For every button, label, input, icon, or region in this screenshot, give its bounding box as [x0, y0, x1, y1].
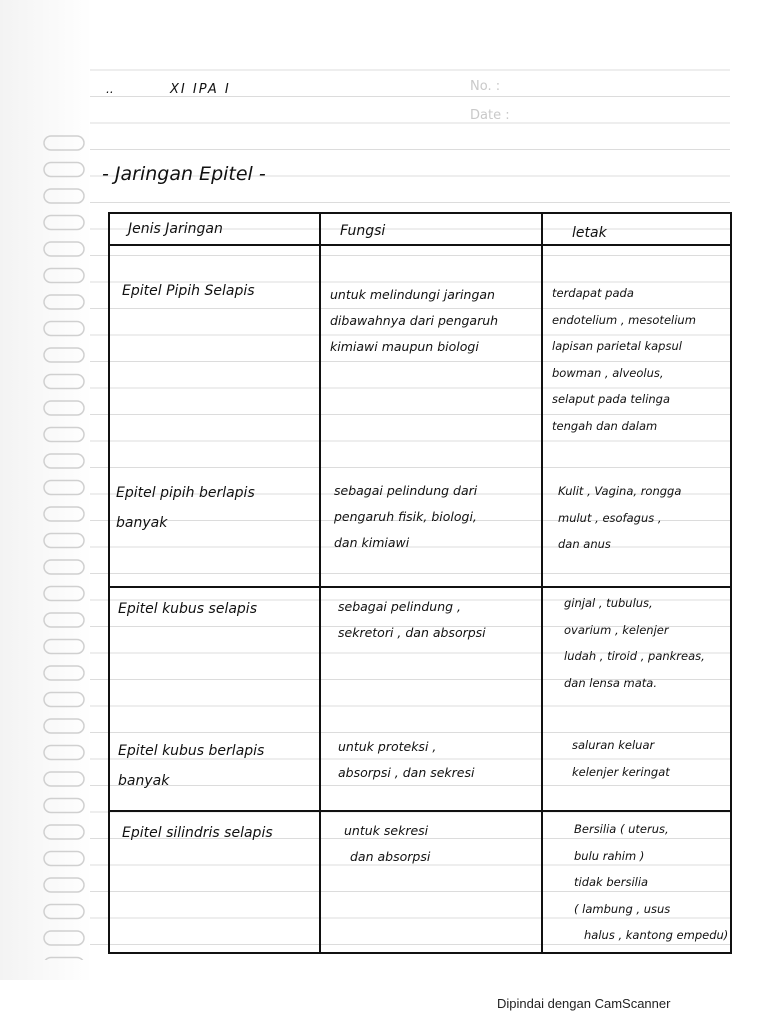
column-header-letak: letak — [572, 225, 607, 241]
column-divider — [319, 214, 321, 952]
spiral-ring — [44, 719, 84, 733]
spiral-ring — [44, 454, 84, 468]
spiral-binding — [40, 130, 90, 960]
spiral-ring — [44, 587, 84, 601]
spiral-ring — [44, 852, 84, 866]
spiral-ring — [44, 163, 84, 177]
table-row-1-fungsi: untuk melindungi jaringan dibawahnya dari pengaruh kimiawi maupun biologi — [330, 287, 499, 354]
number-field-label: No. : — [470, 79, 501, 94]
table-row-4-letak: saluran keluar kelenjer keringat — [572, 738, 670, 779]
table-row-3-letak: ginjal , tubulus, ovarium , kelenjer ludah , tiroid , pankreas, dan lensa mata. — [564, 596, 705, 690]
column-header-fungsi: Fungsi — [340, 223, 386, 239]
spiral-ring — [44, 534, 84, 548]
column-header-jenis: Jenis Jaringan — [128, 221, 223, 237]
spiral-ring — [44, 613, 84, 627]
spiral-ring — [44, 905, 84, 919]
page-title: - Jaringan Epitel - — [102, 163, 266, 185]
spiral-ring — [44, 746, 84, 760]
spiral-ring — [44, 216, 84, 230]
table-row-1-jenis: Epitel Pipih Selapis — [122, 283, 255, 299]
spiral-ring — [44, 242, 84, 256]
spiral-ring — [44, 428, 84, 442]
spiral-ring — [44, 958, 84, 961]
spiral-ring — [44, 772, 84, 786]
spiral-ring — [44, 348, 84, 362]
epithelium-table — [108, 212, 732, 954]
column-divider — [541, 214, 543, 952]
table-row-4-fungsi: untuk proteksi , absorpsi , dan sekresi — [338, 739, 475, 780]
spiral-ring — [44, 189, 84, 203]
spiral-ring — [44, 878, 84, 892]
spiral-ring — [44, 375, 84, 389]
spiral-ring — [44, 931, 84, 945]
table-row-2-letak: Kulit , Vagina, rongga mulut , esofagus , dan anus — [558, 484, 682, 551]
spiral-ring — [44, 295, 84, 309]
date-field-label: Date : — [470, 108, 510, 123]
table-row-2-fungsi: sebagai pelindung dari pengaruh fisik, biologi, dan kimiawi — [334, 483, 478, 550]
table-row-3-fungsi: sebagai pelindung , sekretori , dan absorpsi — [338, 599, 486, 640]
spiral-ring — [44, 136, 84, 150]
table-row-1-letak: terdapat pada endotelium , mesotelium lapisan parietal kapsul bowman , alveolus, selaput pada telinga tengah dan dalam — [552, 286, 696, 433]
table-row-5-jenis: Epitel silindris selapis — [122, 825, 273, 841]
table-row-5-letak: Bersilia ( uterus, bulu rahim ) tidak bersilia ( lambung , usus halus , kantong empedu) — [574, 822, 729, 942]
spiral-ring — [44, 799, 84, 813]
table-row-2-jenis: Epitel pipih berlapis banyak — [116, 485, 255, 531]
spiral-ring — [44, 269, 84, 283]
spiral-ring — [44, 640, 84, 654]
spiral-ring — [44, 693, 84, 707]
spiral-ring — [44, 322, 84, 336]
corner-mark: .. — [106, 82, 114, 96]
spiral-ring — [44, 507, 84, 521]
scanner-watermark: Dipindai dengan CamScanner — [497, 996, 671, 1011]
class-label: XI IPA I — [170, 82, 231, 97]
spiral-ring — [44, 666, 84, 680]
row-divider — [110, 810, 730, 812]
spiral-ring — [44, 401, 84, 415]
header-divider — [110, 244, 730, 246]
table-row-5-fungsi: untuk sekresi dan absorpsi — [344, 823, 431, 864]
table-row-4-jenis: Epitel kubus berlapis banyak — [118, 743, 265, 789]
spiral-ring — [44, 825, 84, 839]
row-divider — [110, 586, 730, 588]
spiral-ring — [44, 560, 84, 574]
table-row-3-jenis: Epitel kubus selapis — [118, 601, 257, 617]
spiral-ring — [44, 481, 84, 495]
